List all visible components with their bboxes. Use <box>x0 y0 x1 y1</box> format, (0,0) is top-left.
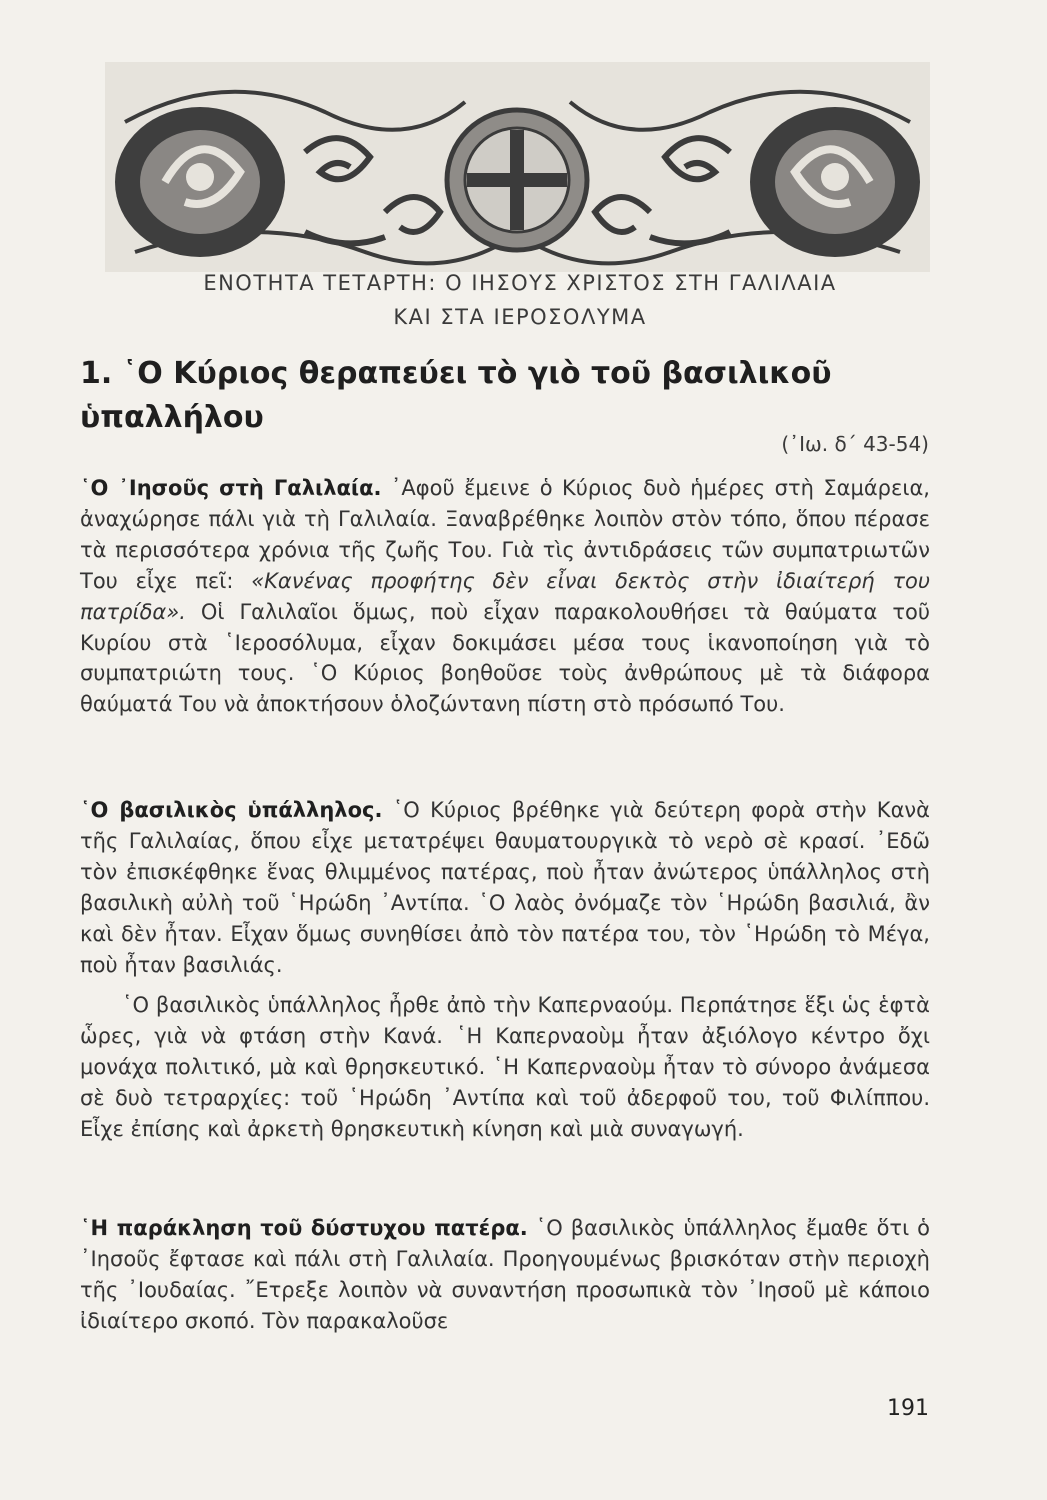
chapter-title-text: ῾Ο Κύριος θεραπεύει τὸ γιὸ τοῦ βασιλικοῦ ὑπαλλήλου <box>80 356 832 435</box>
section-text: ῾Ο Κύριος βρέθηκε γιὰ δεύτερη φορὰ στὴν Κανὰ τῆς Γαλιλαίας, ὅπου εἶχε μετατρέψει θαυματουργικὰ τὸ νερὸ σὲ κρασί. ᾿Εδῶ τὸν ἐπισκέφθηκε ἕνας θλιμμένος πατέρας, ποὺ ἦταν ἀνώτερος ὑπάλληλος στὴ βασιλικὴ αὐλὴ τοῦ ῾Ηρώδη ᾿Αντίπα. ῾Ο λαὸς ὀνόμαζε τὸν ῾Ηρώδη βασιλιά, ἂν καὶ δὲν ἦταν. Εἶχαν ὅμως συνηθίσει ἀπὸ τὸν πατέρα του, τὸν ῾Ηρώδη τὸ Μέγα, ποὺ ἦταν βασιλιάς. <box>80 798 930 977</box>
section-quote: «Κανένας προφήτης δὲν εἶναι δεκτὸς στὴν ἰδιαίτερή του πατρίδα». <box>80 568 931 624</box>
chapter-title <box>80 352 940 440</box>
cross-medallion-icon <box>447 110 587 250</box>
section-text: ᾿Αφοῦ ἔμεινε ὁ Κύριος δυὸ ἡμέρες στὴ Σαμάρεια, ἀναχώρησε πάλι γιὰ τὴ Γαλιλαία. Ξαναβρέθηκε λοιπὸν στὸν τόπο, ὅπου πέρασε τὰ περισσότερα χρόνια τῆς ζωῆς Του. Γιὰ τὶς ἀντιδράσεις τῶν συμπατριωτῶν Του εἶχε πεῖ: <box>80 476 930 593</box>
section-lead: ῾Ο βασιλικὸς ὑπάλληλος. <box>80 798 383 822</box>
section-lead: ῾Η παράκληση τοῦ δύστυχου πατέρα. <box>80 1216 528 1240</box>
ornamental-header-band <box>105 62 930 272</box>
section-paragraph-jesus-in-galilee <box>80 473 930 720</box>
section-paragraph-capernaum <box>80 990 930 1145</box>
section-paragraph-father-plea <box>80 1213 930 1337</box>
section-paragraph-royal-official <box>80 795 930 980</box>
page-number: 191 <box>887 1396 929 1421</box>
section-text: ῾Ο βασιλικὸς ὑπάλληλος ἔμαθε ὅτι ὁ ᾿Ιησοῦς ἔφτασε καὶ πάλι στὴ Γαλιλαία. Προηγουμένως βρισκόταν στὴν περιοχὴ τῆς ᾿Ιουδαίας. ῎Ετρεξε λοιπὸν νὰ συναντήση προσωπικὰ τὸν ᾿Ιησοῦ μὲ κάποιο ἰδιαίτερο σκοπό. Τὸν παρακαλοῦσε <box>80 1216 930 1333</box>
unit-heading-line-1: ΕΝΟΤΗΤΑ ΤΕΤΑΡΤΗ: Ο ΙΗΣΟΥΣ ΧΡΙΣΤΟΣ ΣΤΗ ΓΑΛΙΛΑΙΑ <box>203 271 837 295</box>
section-lead: ῾Ο ᾿Ιησοῦς στὴ Γαλιλαία. <box>80 476 382 500</box>
left-roundel-ornament <box>115 107 285 257</box>
unit-heading-line-2: ΚΑΙ ΣΤΑ ΙΕΡΟΣΟΛΥΜΑ <box>393 305 647 329</box>
right-roundel-ornament <box>750 107 920 257</box>
section-text: ῾Ο βασιλικὸς ὑπάλληλος ἦρθε ἀπὸ τὴν Καπερναούμ. Περπάτησε ἕξι ὡς ἑφτὰ ὧρες, γιὰ νὰ φτάση στὴν Κανά. ῾Η Καπερναοὺμ ἦταν ἀξιόλογο κέντρο ὄχι μονάχα πολιτικό, μὰ καὶ θρησκευτικό. ῾Η Καπερναοὺμ ἦταν τὸ σύνορο ἀνάμεσα σὲ δυὸ τετραρχίες: τοῦ ῾Ηρώδη ᾿Αντίπα καὶ τοῦ ἀδερφοῦ του, τοῦ Φιλίππου. Εἶχε ἐπίσης καὶ ἀρκετὴ θρησκευτικὴ κίνηση καὶ μιὰ συναγωγή. <box>80 993 930 1141</box>
scripture-reference: (᾿Ιω. δ΄ 43-54) <box>781 432 929 456</box>
section-text: Οἱ Γαλιλαῖοι ὅμως, ποὺ εἶχαν παρακολουθήσει τὰ θαύματα τοῦ Κυρίου στὰ ῾Ιεροσόλυμα, εἶχαν δοκιμάσει μέσα τους ἱκανοποίηση γιὰ τὸ συμπατριώτη τους. ῾Ο Κύριος βοηθοῦσε τοὺς ἀνθρώπους μὲ τὰ διάφορα θαύματά Του νὰ ἀποκτήσουν ὁλοζώντανη πίστη στὸ πρόσωπό Του. <box>80 599 930 717</box>
chapter-number: 1. <box>80 356 113 391</box>
